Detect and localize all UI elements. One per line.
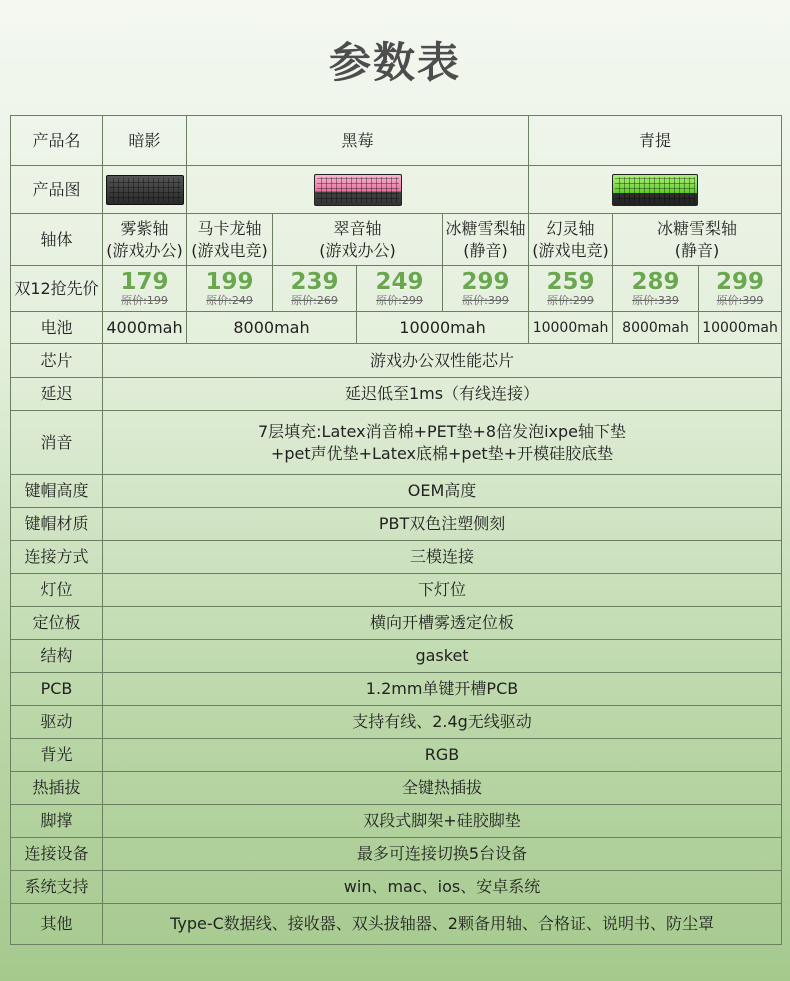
spec-value: 游戏办公双性能芯片 <box>103 344 782 378</box>
battery-cell: 8000mah <box>613 312 699 344</box>
sale-price: 249 <box>375 269 424 295</box>
table-row <box>11 673 782 706</box>
row-label: 芯片 <box>11 344 103 378</box>
row-label: 连接设备 <box>11 838 103 871</box>
spec-value: 横向开槽雾透定位板 <box>103 607 782 640</box>
image-cell <box>529 166 782 214</box>
row-label: 延迟 <box>11 378 103 411</box>
table-row <box>11 640 782 673</box>
sale-price: 239 <box>290 269 339 295</box>
spec-value-line: +pet声优垫+Latex底棉+pet垫+开模硅胶底垫 <box>270 443 614 463</box>
switch-name: 马卡龙轴 <box>197 218 262 238</box>
sale-price: 259 <box>546 269 595 295</box>
switch-cell <box>103 214 187 266</box>
table-row <box>11 871 782 904</box>
page-title: 参数表 <box>328 38 461 87</box>
row-label: 定位板 <box>11 607 103 640</box>
table-row <box>11 116 782 166</box>
original-price: 原价:269 <box>291 294 338 307</box>
battery-cell: 8000mah <box>187 312 357 344</box>
sale-price: 289 <box>631 269 680 295</box>
table-row <box>11 838 782 871</box>
image-cell <box>187 166 529 214</box>
spec-value: PBT双色注塑侧刻 <box>103 508 782 541</box>
original-price: 原价:339 <box>632 294 679 307</box>
price-cell <box>273 266 357 312</box>
row-label: 热插拔 <box>11 772 103 805</box>
switch-name: 翠音轴 <box>333 218 382 238</box>
image-cell <box>103 166 187 214</box>
switch-use: (游戏电竞) <box>532 240 609 260</box>
price-cell <box>699 266 782 312</box>
switch-use: (游戏办公) <box>106 240 183 260</box>
row-label: 产品图 <box>11 166 103 214</box>
price-cell <box>613 266 699 312</box>
row-label: 双12抢先价 <box>11 266 103 312</box>
switch-cell <box>273 214 443 266</box>
table-row <box>11 541 782 574</box>
row-label: 驱动 <box>11 706 103 739</box>
table-row <box>11 378 782 411</box>
table-row <box>11 166 782 214</box>
row-label: 脚撑 <box>11 805 103 838</box>
sale-price: 179 <box>120 269 169 295</box>
row-label: 其他 <box>11 904 103 945</box>
spec-value: 下灯位 <box>103 574 782 607</box>
switch-name: 冰糖雪梨轴 <box>445 218 526 238</box>
table-row <box>11 574 782 607</box>
row-label: 键帽材质 <box>11 508 103 541</box>
row-label: 消音 <box>11 411 103 475</box>
switch-name: 雾紫轴 <box>120 218 169 238</box>
battery-cell: 10000mah <box>357 312 529 344</box>
table-row <box>11 739 782 772</box>
spec-value: 全键热插拔 <box>103 772 782 805</box>
battery-cell: 10000mah <box>699 312 782 344</box>
battery-cell: 4000mah <box>103 312 187 344</box>
table-row <box>11 706 782 739</box>
row-label: 轴体 <box>11 214 103 266</box>
original-price: 原价:399 <box>716 294 764 307</box>
switch-name: 冰糖雪梨轴 <box>657 218 738 238</box>
table-row <box>11 411 782 475</box>
spec-value: gasket <box>103 640 782 673</box>
spec-value: 延迟低至1ms（有线连接） <box>103 378 782 411</box>
row-label: 键帽高度 <box>11 475 103 508</box>
table-row <box>11 475 782 508</box>
switch-use: (静音) <box>463 240 508 260</box>
spec-value: OEM高度 <box>103 475 782 508</box>
switch-use: (静音) <box>674 240 720 260</box>
original-price: 原价:299 <box>376 294 423 307</box>
spec-value <box>103 411 782 475</box>
spec-value: Type-C数据线、接收器、双头拔轴器、2颗备用轴、合格证、说明书、防尘罩 <box>103 904 782 945</box>
switch-use: (游戏电竞) <box>191 240 268 260</box>
spec-value: RGB <box>103 739 782 772</box>
sale-price: 199 <box>205 269 254 295</box>
spec-table <box>10 115 782 945</box>
spec-value: 三模连接 <box>103 541 782 574</box>
spec-value-line: 7层填充:Latex消音棉+PET垫+8倍发泡ixpe轴下垫 <box>257 421 627 441</box>
original-price: 原价:199 <box>121 294 168 307</box>
group-name-qingti: 青提 <box>529 116 782 166</box>
original-price: 原价:399 <box>462 294 509 307</box>
battery-cell: 10000mah <box>529 312 613 344</box>
table-row <box>11 214 782 266</box>
switch-cell <box>613 214 782 266</box>
switch-use: (游戏办公) <box>319 240 396 260</box>
price-cell <box>529 266 613 312</box>
sale-price: 299 <box>461 269 510 295</box>
table-row <box>11 266 782 312</box>
sale-price: 299 <box>716 269 765 295</box>
row-label: PCB <box>11 673 103 706</box>
spec-value: win、mac、ios、安卓系统 <box>103 871 782 904</box>
row-label: 连接方式 <box>11 541 103 574</box>
price-cell <box>187 266 273 312</box>
original-price: 原价:249 <box>206 294 253 307</box>
row-label: 结构 <box>11 640 103 673</box>
table-row <box>11 508 782 541</box>
row-label: 灯位 <box>11 574 103 607</box>
row-label: 系统支持 <box>11 871 103 904</box>
spec-value: 双段式脚架+硅胶脚垫 <box>103 805 782 838</box>
row-label: 电池 <box>11 312 103 344</box>
dark-keyboard-icon <box>106 175 184 205</box>
spec-value: 支持有线、2.4g无线驱动 <box>103 706 782 739</box>
group-name-heimei: 黑莓 <box>187 116 529 166</box>
table-row <box>11 607 782 640</box>
switch-cell <box>187 214 273 266</box>
row-label: 背光 <box>11 739 103 772</box>
row-label: 产品名 <box>11 116 103 166</box>
spec-value: 最多可连接切换5台设备 <box>103 838 782 871</box>
original-price: 原价:299 <box>547 294 594 307</box>
table-row <box>11 904 782 945</box>
group-name-anying: 暗影 <box>103 116 187 166</box>
price-cell <box>443 266 529 312</box>
switch-cell <box>443 214 529 266</box>
pink-keyboard-icon <box>314 174 402 206</box>
table-row <box>11 805 782 838</box>
switch-cell <box>529 214 613 266</box>
price-cell <box>103 266 187 312</box>
price-cell <box>357 266 443 312</box>
spec-value: 1.2mm单键开槽PCB <box>103 673 782 706</box>
table-row <box>11 312 782 344</box>
switch-name: 幻灵轴 <box>546 218 595 238</box>
green-keyboard-icon <box>612 174 698 206</box>
table-row <box>11 344 782 378</box>
table-row <box>11 772 782 805</box>
